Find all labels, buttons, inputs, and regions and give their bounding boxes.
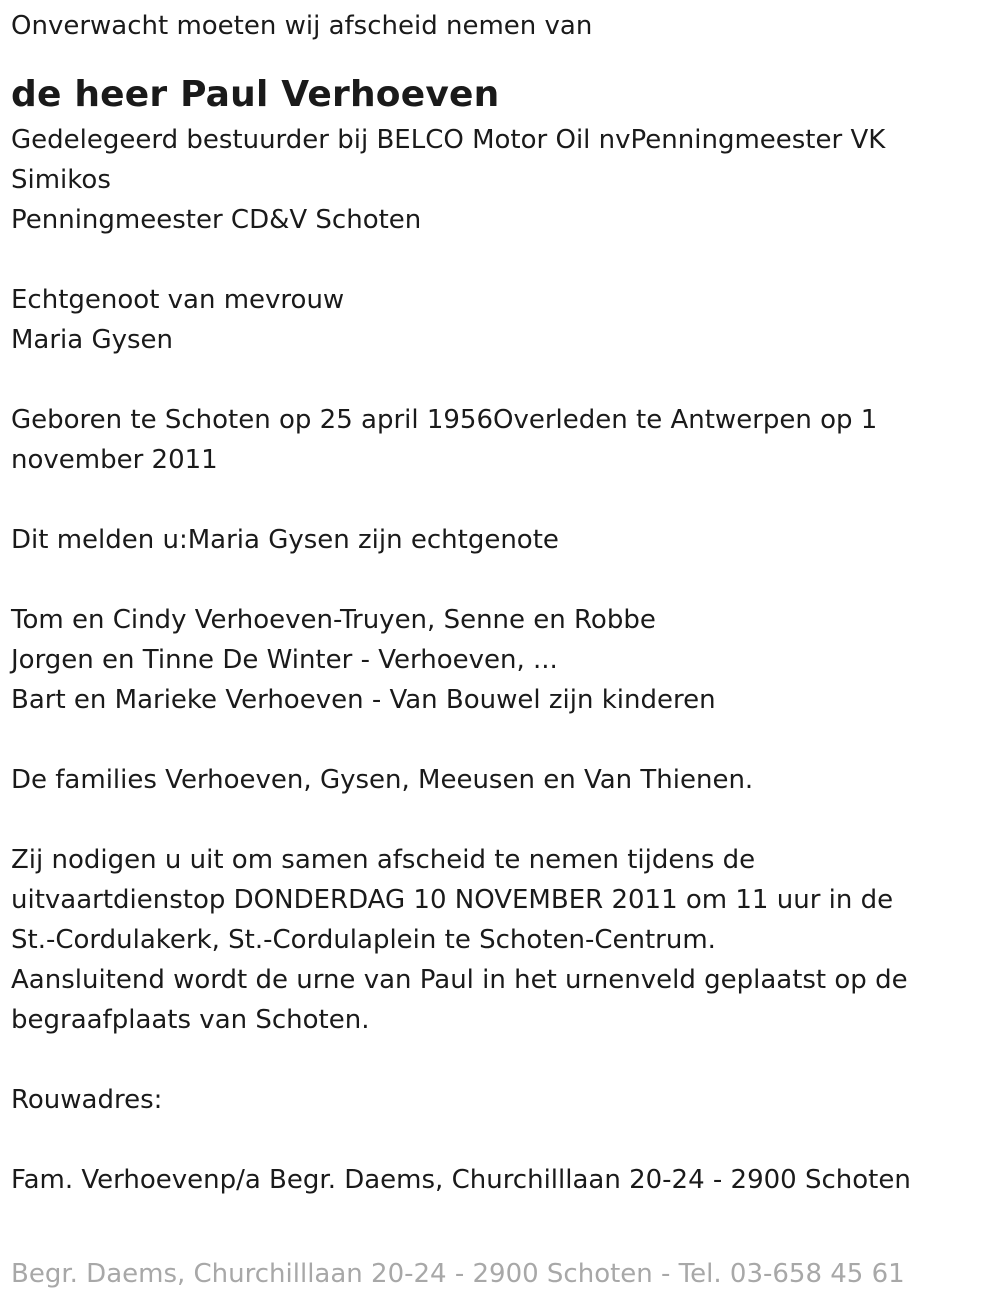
deceased-name: de heer Paul Verhoeven (11, 74, 500, 115)
children-line: Bart en Marieke Verhoeven - Van Bouwel zijn kinderen (11, 685, 716, 715)
dates-line: Geboren te Schoten op 25 april 1956Overleden te Antwerpen op 1 (11, 405, 878, 435)
intro-text: Onverwacht moeten wij afscheid nemen van (11, 11, 593, 41)
dates-line: november 2011 (11, 445, 218, 475)
title-line: Penningmeester CD&V Schoten (11, 205, 422, 235)
announced-by: Dit melden u:Maria Gysen zijn echtgenote (11, 525, 559, 555)
ceremony-line: uitvaartdienstop DONDERDAG 10 NOVEMBER 2011 om 11 uur in de (11, 885, 894, 915)
spouse-line: Maria Gysen (11, 325, 174, 355)
children-block (11, 600, 990, 720)
title-line: Simikos (11, 165, 111, 195)
ceremony-line: begraafplaats van Schoten. (11, 1005, 370, 1035)
mourning-address: Fam. Verhoevenp/a Begr. Daems, Churchilllaan 20-24 - 2900 Schoten (11, 1165, 911, 1195)
spouse-block (11, 280, 990, 360)
children-line: Tom en Cindy Verhoeven-Truyen, Senne en Robbe (11, 605, 656, 635)
ceremony-line: St.-Cordulakerk, St.-Cordulaplein te Schoten-Centrum. (11, 925, 716, 955)
ceremony-line: Aansluitend wordt de urne van Paul in het urnenveld geplaatst op de (11, 965, 908, 995)
title-line: Gedelegeerd bestuurder bij BELCO Motor Oil nvPenningmeester VK (11, 125, 886, 155)
families-line: De families Verhoeven, Gysen, Meeusen en Van Thienen. (11, 765, 754, 795)
mourning-address-label: Rouwadres: (11, 1085, 163, 1115)
funeral-home-footer: Begr. Daems, Churchilllaan 20-24 - 2900 Schoten - Tel. 03-658 45 61 (11, 1259, 905, 1289)
titles-block (11, 120, 990, 240)
ceremony-block (11, 840, 990, 1040)
children-line: Jorgen en Tinne De Winter - Verhoeven, ... (11, 645, 558, 675)
ceremony-line: Zij nodigen u uit om samen afscheid te nemen tijdens de (11, 845, 756, 875)
dates-block (11, 400, 990, 480)
spouse-line: Echtgenoot van mevrouw (11, 285, 345, 315)
